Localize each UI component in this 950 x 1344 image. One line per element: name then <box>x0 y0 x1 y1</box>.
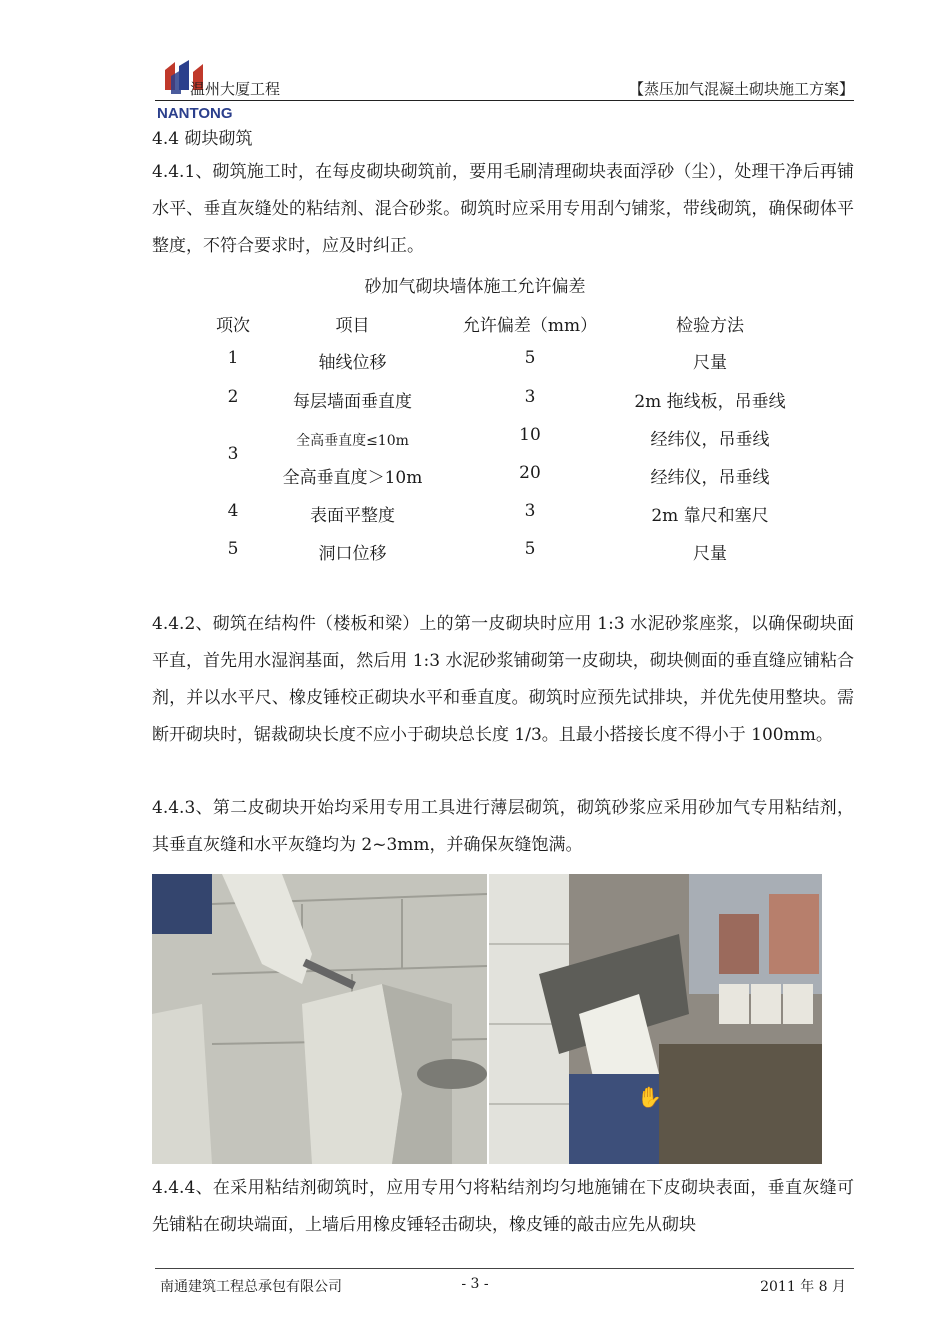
photo-block-laying <box>152 874 487 1164</box>
paragraph-4-4-2: 4.4.2、砌筑在结构件（楼板和梁）上的第一皮砌块时应用 1:3 水泥砂浆座浆，以确保砌块面平直，首先用水湿润基面，然后用 1:3 水泥砂浆铺砌第一皮砌块，砌块侧面的垂直缝应铺粘合剂，并以水平尺、橡皮锤校正砌块水平和垂直度。砌筑时应预先试排块，并优先使用整块。需断开砌块时，锯裁砌块长度不应小于砌块总长度 1/3。且最小搭接长度不得小于 100mm。 <box>152 614 854 745</box>
svg-text:NANTONG: NANTONG <box>157 105 233 122</box>
table-cell: 尺量 <box>693 353 727 373</box>
paragraph-4-4-4: 4.4.4、在采用粘结剂砌筑时，应用专用勺将粘结剂均匀地施铺在下皮砌块表面，垂直灰缝可先铺粘在砌块端面，上墙后用橡皮锤轻击砌块，橡皮锤的敲击应先从砌块 <box>152 1178 854 1235</box>
table-header-tolerance: 允许偏差（mm） <box>462 316 598 336</box>
table-title: 砂加气砌块墙体施工允许偏差 <box>364 277 586 297</box>
header-document-title: 【蒸压加气混凝土砌块施工方案】 <box>628 80 854 98</box>
header-project-name: 温州大厦工程 <box>190 80 281 98</box>
table-cell: 3 <box>227 444 239 464</box>
footer-page-number: - 3 - <box>461 1276 489 1292</box>
table-header-no: 项次 <box>216 316 250 336</box>
table-cell: 3 <box>524 501 536 521</box>
photo-adhesive-spreading <box>489 874 822 1164</box>
table-cell: 轴线位移 <box>318 353 387 373</box>
table-cell: 经纬仪，吊垂线 <box>650 468 770 488</box>
section-title: 4.4 砌块砌筑 <box>152 129 253 149</box>
table-header-item: 项目 <box>335 316 370 336</box>
table-cell: 3 <box>524 387 536 407</box>
footer-divider <box>155 1268 854 1269</box>
table-cell: 20 <box>519 463 541 483</box>
svg-text:✋: ✋ <box>637 1085 662 1109</box>
table-cell: 洞口位移 <box>318 544 387 564</box>
paragraph-4-4-1: 4.4.1、砌筑施工时，在每皮砌块砌筑前，要用毛刷清理砌块表面浮砂（尘），处理干净后再铺水平、垂直灰缝处的粘结剂、混合砂浆。砌筑时应采用专用刮勺铺浆，带线砌筑，确保砌体平整度，不符合要求时，应及时纠正。 <box>152 162 854 256</box>
table-cell: 5 <box>524 539 536 559</box>
table-cell: 每层墙面垂直度 <box>293 392 412 412</box>
header-divider <box>155 100 854 101</box>
table-cell: 5 <box>227 539 239 559</box>
table-cell: 经纬仪，吊垂线 <box>650 430 770 450</box>
table-cell: 表面平整度 <box>310 506 395 526</box>
table-cell: 10 <box>519 425 541 445</box>
table-cell: 2 <box>227 387 239 407</box>
footer-date: 2011 年 8 月 <box>760 1279 846 1295</box>
table-header-method: 检验方法 <box>676 316 744 336</box>
paragraph-4-4-3: 4.4.3、第二皮砌块开始均采用专用工具进行薄层砌筑，砌筑砂浆应采用砂加气专用粘结剂，其垂直灰缝和水平灰缝均为 2~3mm，并确保灰缝饱满。 <box>152 798 854 855</box>
table-cell: 5 <box>524 348 536 368</box>
table-cell: 2m 靠尺和塞尺 <box>651 506 769 526</box>
table-cell: 全高垂直度≤10m <box>296 433 409 449</box>
table-cell: 2m 拖线板，吊垂线 <box>634 392 786 412</box>
table-cell: 尺量 <box>693 544 727 564</box>
table-cell: 4 <box>227 501 239 521</box>
table-cell: 1 <box>227 348 239 368</box>
footer-company: 南通建筑工程总承包有限公司 <box>160 1279 342 1295</box>
table-cell: 全高垂直度＞10m <box>282 468 423 488</box>
